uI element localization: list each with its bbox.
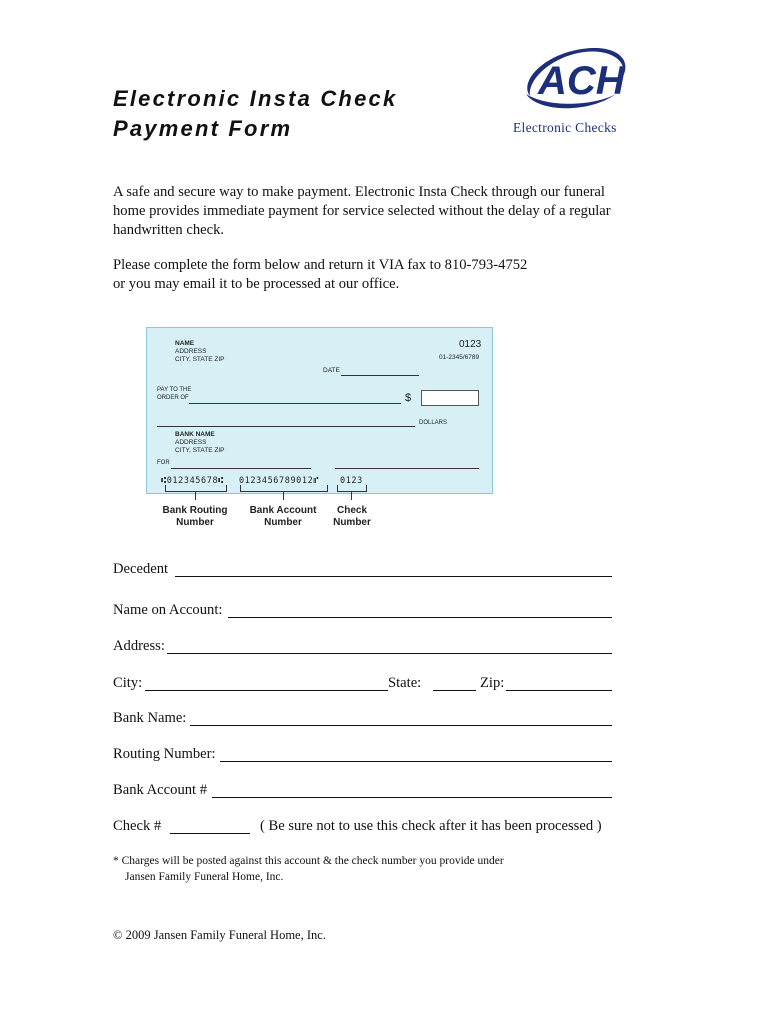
bank-name-label: Bank Name: xyxy=(113,710,187,726)
bank-account-label: Bank Account # xyxy=(113,782,208,798)
intro-paragraph xyxy=(113,183,611,240)
micr-account-number: 0123456789012⑈ xyxy=(239,476,320,486)
form-title xyxy=(113,84,397,144)
check-bank-address: ADDRESS xyxy=(175,439,207,446)
decedent-field[interactable] xyxy=(175,576,612,577)
check-memo-line xyxy=(171,468,311,469)
footnote-line: * Charges will be posted against this account & the check number you provide under xyxy=(113,855,504,867)
routing-bracket xyxy=(165,485,227,492)
address-label: Address: xyxy=(113,638,165,654)
check-number-field[interactable] xyxy=(170,833,250,834)
address-field[interactable] xyxy=(167,653,612,654)
check-number-caption-line: Check xyxy=(336,505,367,516)
city-field[interactable] xyxy=(145,690,388,691)
check-written-amount-line xyxy=(157,426,415,427)
check-pay-to-label: PAY TO THE xyxy=(157,387,192,393)
routing-caption xyxy=(155,505,235,529)
check-signature-line xyxy=(335,468,479,469)
state-field[interactable] xyxy=(433,690,476,691)
check-number-caption-line: Number xyxy=(333,517,371,528)
ach-logo-text: ACH xyxy=(538,59,625,103)
check-name: NAME xyxy=(175,340,195,347)
zip-label: Zip: xyxy=(480,675,505,691)
check-number-bracket xyxy=(337,485,367,492)
check-usage-note: ( Be sure not to use this check after it has been processed ) xyxy=(260,818,602,834)
check-dollars-label: DOLLARS xyxy=(419,420,448,426)
decedent-label: Decedent xyxy=(113,561,169,577)
account-bracket-stem xyxy=(283,492,284,500)
form-title-line1: Electronic Insta Check xyxy=(113,86,398,111)
intro-line: A safe and secure way to make payment. Electronic Insta Check through our funeral xyxy=(113,184,605,200)
bank-name-field[interactable] xyxy=(190,725,612,726)
check-city-state-zip: CITY, STATE ZIP xyxy=(175,356,225,363)
routing-caption-line: Bank Routing xyxy=(162,505,228,516)
check-number-bracket-stem xyxy=(351,492,352,500)
check-address: ADDRESS xyxy=(175,348,207,355)
check-date-line xyxy=(341,375,419,376)
copyright-notice: © 2009 Jansen Family Funeral Home, Inc. xyxy=(113,928,326,942)
routing-number-label: Routing Number: xyxy=(113,746,216,762)
micr-check-number: 0123 xyxy=(340,476,363,486)
routing-caption-line: Number xyxy=(176,517,214,528)
bank-account-field[interactable] xyxy=(212,797,612,798)
check-bank-city-state-zip: CITY, STATE ZIP xyxy=(175,447,225,454)
check-payee-line xyxy=(189,403,401,404)
check-bank-name: BANK NAME xyxy=(175,431,215,438)
form-title-line2: Payment Form xyxy=(113,116,293,141)
logo-subtitle: Electronic Checks xyxy=(513,120,617,135)
check-for-label: FOR xyxy=(157,460,170,466)
account-bracket xyxy=(240,485,328,492)
check-number-caption xyxy=(326,505,378,529)
intro-line: home provides immediate payment for service selected without the delay of a regular xyxy=(113,203,611,219)
check-number-top: 0123 xyxy=(459,339,482,350)
routing-bracket-stem xyxy=(195,492,196,500)
footnote-line: Jansen Family Funeral Home, Inc. xyxy=(125,871,284,883)
check-amount-box xyxy=(421,390,479,406)
sample-check-image xyxy=(146,327,493,494)
micr-routing-number: ⑆012345678⑆ xyxy=(161,476,224,486)
instructions-line: Please complete the form below and return it VIA fax to 810-793-4752 xyxy=(113,257,528,273)
check-order-of-label: ORDER OF xyxy=(157,395,189,401)
name-on-account-label: Name on Account: xyxy=(113,602,223,618)
charges-footnote xyxy=(113,853,504,885)
state-label: State: xyxy=(388,675,422,691)
check-dollar-sign: $ xyxy=(405,392,412,404)
account-caption xyxy=(242,505,324,529)
check-fraction: 01-2345/6789 xyxy=(439,354,480,361)
account-caption-line: Number xyxy=(264,517,302,528)
routing-number-field[interactable] xyxy=(220,761,612,762)
instructions-paragraph xyxy=(113,256,527,294)
check-date-label: DATE xyxy=(323,367,340,374)
zip-field[interactable] xyxy=(506,690,612,691)
account-caption-line: Bank Account xyxy=(249,505,317,516)
intro-line: handwritten check. xyxy=(113,222,225,238)
city-label: City: xyxy=(113,675,143,691)
instructions-line: or you may email it to be processed at our office. xyxy=(113,276,400,292)
name-on-account-field[interactable] xyxy=(228,617,612,618)
check-number-label: Check # xyxy=(113,818,162,834)
